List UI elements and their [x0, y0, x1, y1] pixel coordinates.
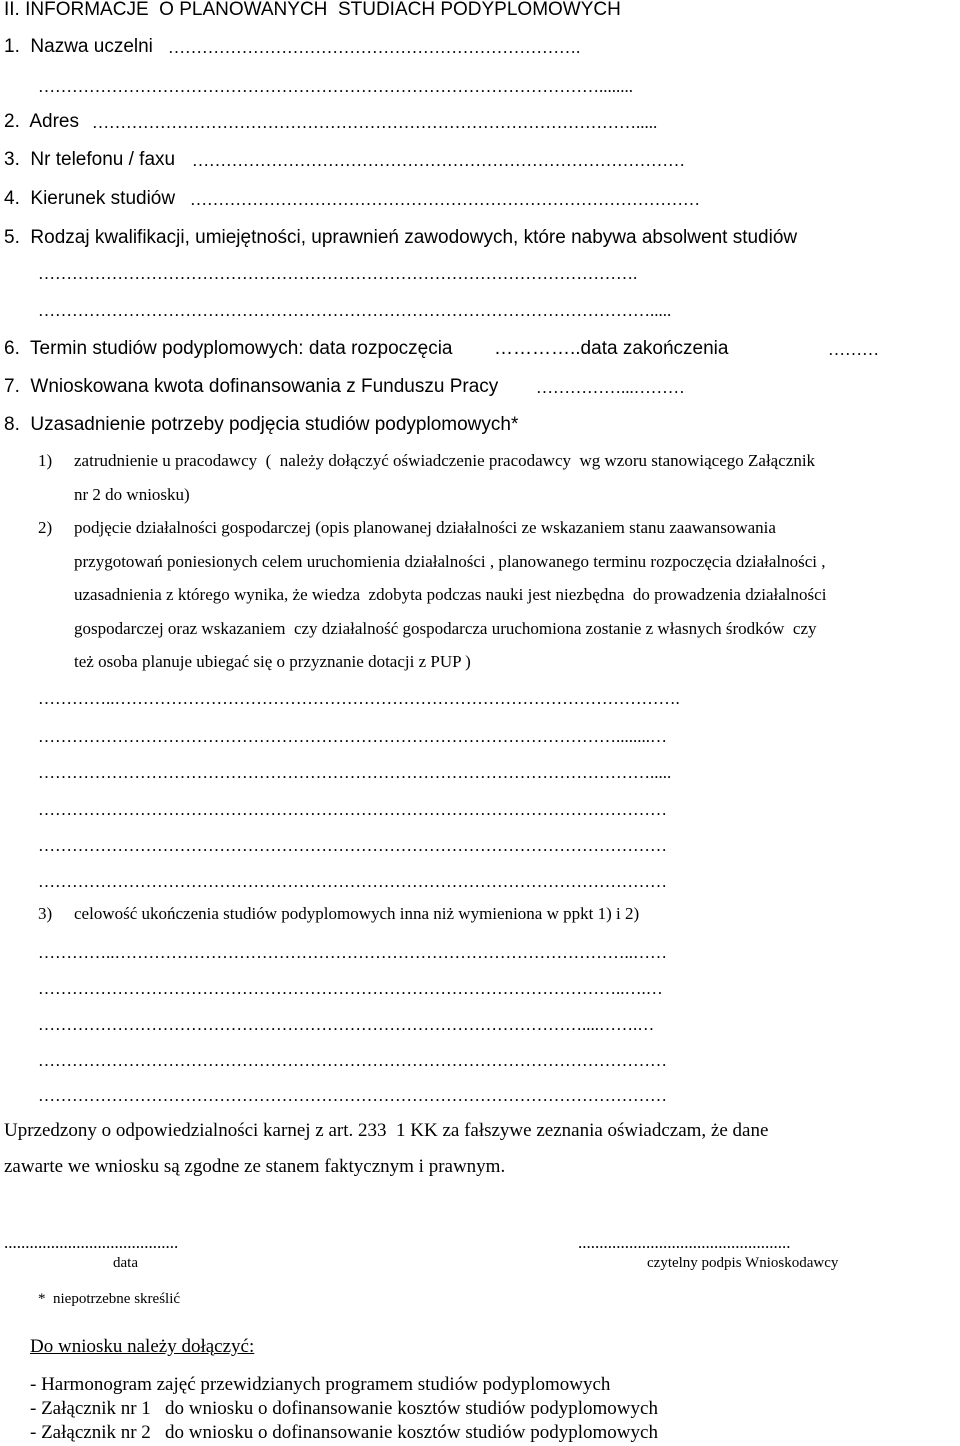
field-qualifications-label: 5. Rodzaj kwalifikacji, umiejętności, uprawnień zawodowych, które nabywa absolwent studiów: [4, 227, 798, 248]
fill-line-a-1[interactable]: …………..……………………………………………………………………………………….: [38, 689, 680, 708]
attachment-item-3: - Załącznik nr 2 do wniosku o dofinansowanie kosztów studiów podyplomowych: [30, 1422, 658, 1443]
field-address-label: 2. Adres: [4, 111, 79, 132]
fill-line-a-4[interactable]: …………………………………………………………………………………………………: [38, 800, 667, 819]
field-qualifications-input-2[interactable]: ……………………………………………………………………………………………….....: [38, 301, 672, 320]
attachment-item-2: - Załącznik nr 1 do wniosku o dofinansowanie kosztów studiów podyplomowych: [30, 1398, 658, 1419]
field-qualifications-input-1[interactable]: …………………………………………………………………………………………….: [38, 264, 638, 283]
fill-line-a-2[interactable]: …………………………………………………………………………………………........…: [38, 727, 667, 746]
option-3-text-line-1: celowość ukończenia studiów podyplomowych inna niż wymieniona w ppkt 1) i 2): [74, 904, 640, 923]
field-amount-label: 7. Wnioskowana kwota dofinansowania z Funduszu Pracy: [4, 376, 499, 397]
date-signature-line[interactable]: .........................................: [4, 1233, 179, 1252]
option-2-number[interactable]: 2): [38, 518, 53, 537]
fill-line-b-1[interactable]: …………..………………………………………………………………………………..……: [38, 943, 667, 962]
applicant-signature-caption: czytelny podpis Wnioskodawcy: [647, 1255, 839, 1271]
attachment-item-1: - Harmonogram zajęć przewidzianych programem studiów podyplomowych: [30, 1374, 611, 1395]
field-justification-label: 8. Uzasadnienie potrzeby podjęcia studiów podyplomowych*: [4, 414, 519, 435]
fill-line-b-3[interactable]: ……………………………………………………………………………………....…….…: [38, 1015, 655, 1034]
attachments-heading: Do wniosku należy dołączyć:: [30, 1336, 255, 1357]
option-2-text-line-5: też osoba planuje ubiegać się o przyznanie dotacji z PUP ): [74, 652, 471, 671]
field-term-label: 6. Termin studiów podyplomowych: data rozpoczęcia: [4, 338, 453, 359]
fill-line-b-5[interactable]: …………………………………………………………………………………………………: [38, 1086, 667, 1105]
fill-line-a-5[interactable]: …………………………………………………………………………………………………: [38, 836, 667, 855]
fill-line-a-3[interactable]: ……………………………………………………………………………………………….....: [38, 763, 672, 782]
fill-line-a-6[interactable]: …………………………………………………………………………………………………: [38, 872, 667, 891]
field-amount-input[interactable]: ……………...………: [536, 378, 685, 397]
fill-line-b-2[interactable]: …………………………………………………………………………………………..….…: [38, 979, 663, 998]
declaration-line-1: Uprzedzony o odpowiedzialności karnej z art. 233 1 KK za fałszywe zeznania oświadczam, że dane: [4, 1120, 769, 1141]
option-1-text-line-1: zatrudnienie u pracodawcy ( należy dołączyć oświadczenie pracodawcy wg wzoru stanowiącego Załącznik: [74, 451, 816, 470]
field-field-of-study-input[interactable]: ………………………………………………………………………………: [190, 190, 700, 209]
section-title: II. INFORMACJE O PLANOWANYCH STUDIACH PODYPLOMOWYCH: [4, 0, 621, 20]
field-phone-label: 3. Nr telefonu / faxu: [4, 149, 176, 170]
option-2-text-line-4: gospodarczej oraz wskazaniem czy działalność gospodarcza uruchomiona zostanie z własnych środków czy: [74, 619, 817, 638]
option-2-text-line-2: przygotowań poniesionych celem uruchomienia działalności , planowanego terminu rozpoczęcia działalności ,: [74, 552, 826, 571]
fill-line-b-4[interactable]: …………………………………………………………………………………………………: [38, 1051, 667, 1070]
field-field-of-study-label: 4. Kierunek studiów: [4, 188, 176, 209]
field-term-start-and-end-label[interactable]: …………..data zakończenia: [494, 338, 729, 359]
footnote: * niepotrzebne skreślić: [38, 1291, 181, 1307]
field-university-name-label: 1. Nazwa uczelni: [4, 36, 153, 57]
option-2-text-line-3: uzasadnienia z którego wynika, że wiedza zdobyta podczas nauki jest niezbędna do prowadzenia działalności: [74, 585, 827, 604]
option-3-number[interactable]: 3): [38, 904, 53, 923]
field-university-name-continuation[interactable]: ………………………………………………………………………………………........: [38, 78, 633, 95]
option-2-text-line-1: podjęcie działalności gospodarczej (opis planowanej działalności ze wskazaniem stanu zaawansowania: [74, 518, 776, 537]
date-caption: data: [113, 1255, 138, 1271]
applicant-signature-line[interactable]: ..................................................: [578, 1233, 791, 1252]
field-term-end-input[interactable]: ………: [828, 340, 879, 359]
field-university-name-input[interactable]: ……………………………………………………………….: [168, 38, 581, 57]
option-1-number[interactable]: 1): [38, 451, 53, 470]
field-phone-input[interactable]: ……………………………………………………………………………: [192, 151, 685, 170]
declaration-line-2: zawarte we wniosku są zgodne ze stanem faktycznym i prawnym.: [4, 1156, 506, 1177]
field-address-input[interactable]: …………………………………………………………………………………….....: [92, 113, 658, 132]
option-1-text-line-2: nr 2 do wniosku): [74, 485, 190, 504]
